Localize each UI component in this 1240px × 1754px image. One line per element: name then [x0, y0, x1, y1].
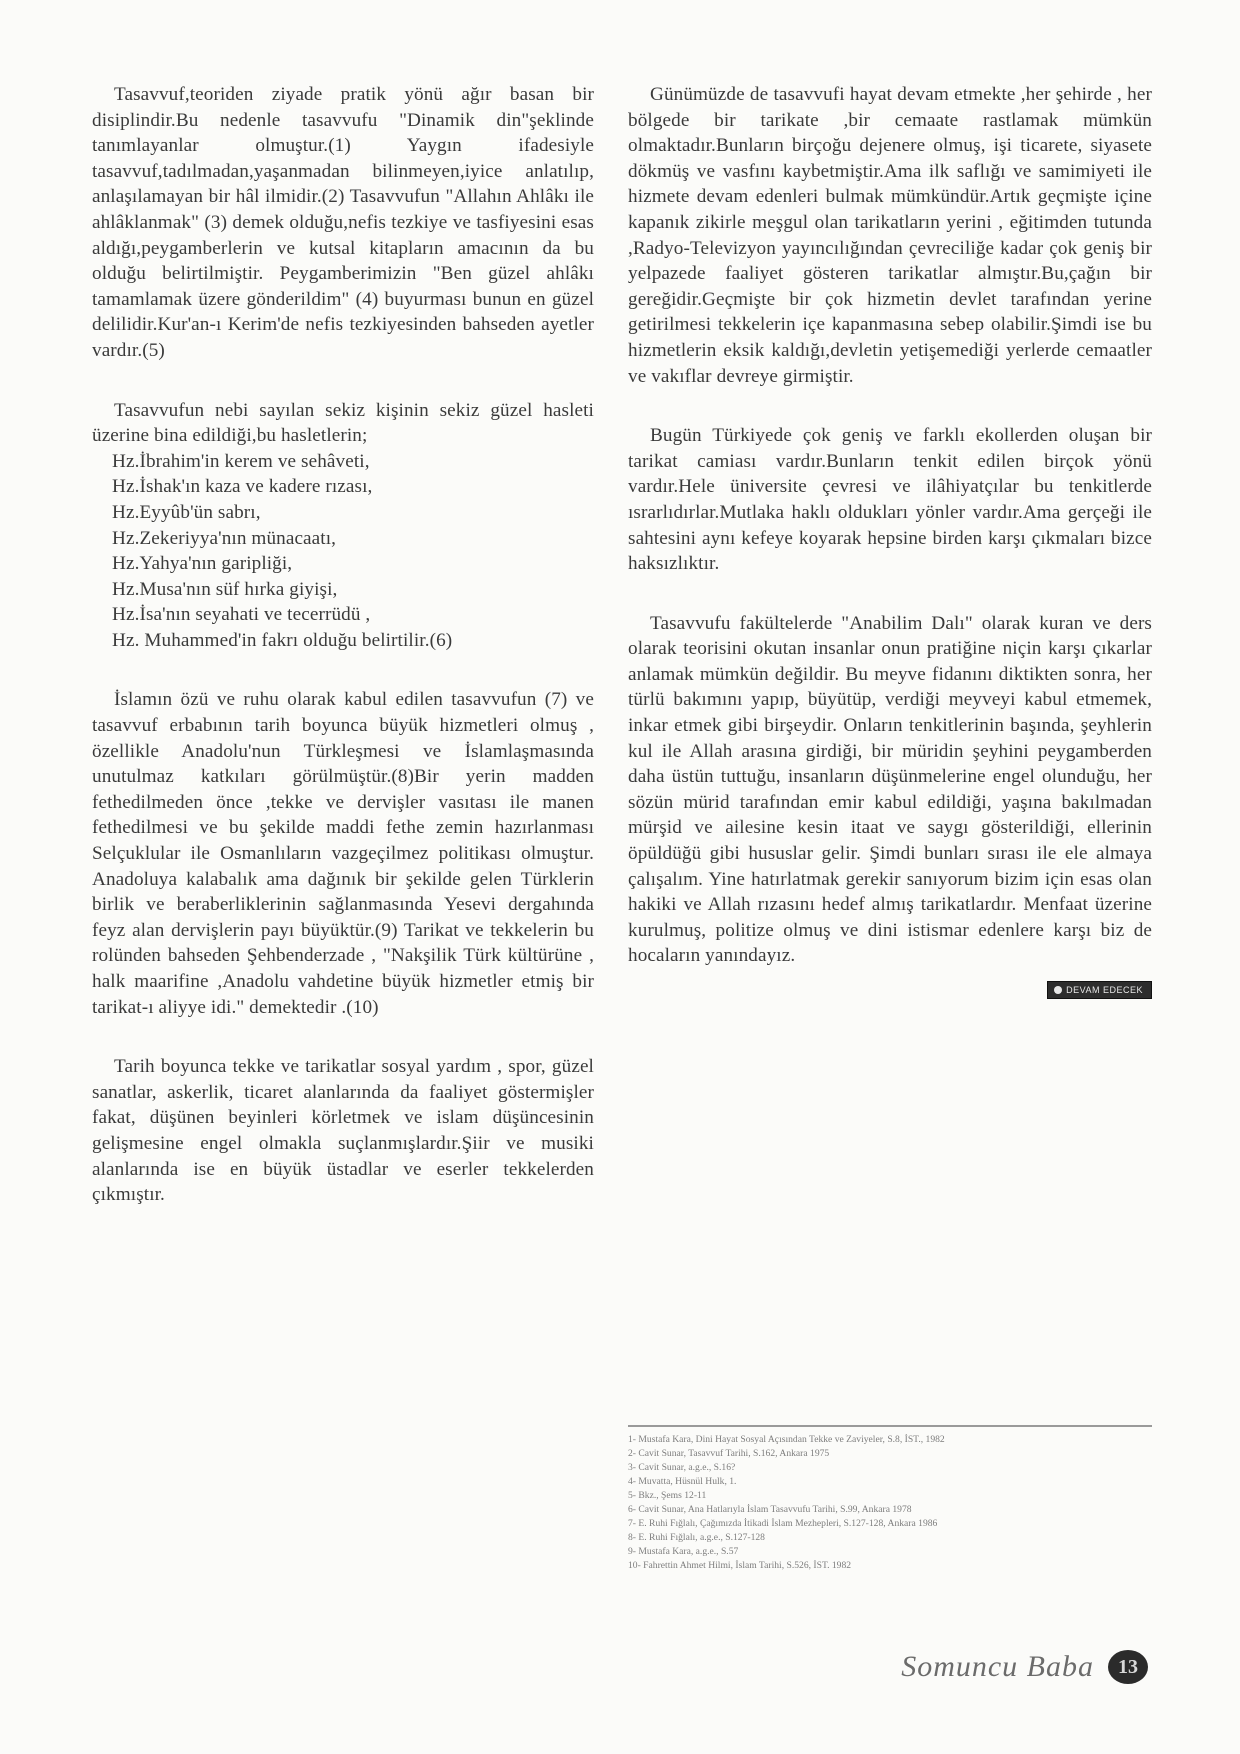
- list-item: Hz.İshak'ın kaza ve kadere rızası,: [112, 476, 373, 498]
- list-item: Hz.Yahya'nın garipliği,: [112, 553, 293, 575]
- footnote: 3- Cavit Sunar, a.g.e., S.16?: [628, 1462, 736, 1473]
- paragraph-virtues-intro: Tasavvufun nebi sayılan sekiz kişinin sekiz güzel hasleti üzerine bina edildiği,bu hasletlerin;: [92, 399, 594, 447]
- footnote: 1- Mustafa Kara, Dini Hayat Sosyal Açısından Tekke ve Zaviyeler, S.8, İST., 1982: [628, 1434, 945, 1445]
- footnote: 5- Bkz., Şems 12-11: [628, 1490, 707, 1501]
- footnotes: [628, 1425, 1152, 1573]
- magazine-name: Somuncu Baba: [901, 1650, 1094, 1683]
- list-item: Hz.İbrahim'in kerem ve sehâveti,: [112, 450, 370, 472]
- paragraph-anatolia-history: İslamın özü ve ruhu olarak kabul edilen tasavvufun (7) ve tasavvuf erbabının tarih boyunca büyük hizmetleri olmuş , özellikle Anadolu'nun Türkleşmesi ve İslamlaşmasında unutulmaz katkıları görülmüştür.(8)Bir yerin madden fethedilmeden önce ,tekke ve dervişler vasıtası ile manen fethedilmesi ve bu şekilde maddi fethe zemin hazırlanması Selçuklular ile Osmanlıların vazgeçilmez politikası olmuştur. Anadoluya kalabalık ama dağınık bir şekilde gelen Türklerin birlik ve beraberliklerinin sağlanmasında Yesevi dergahında feyz alan dervişlerin payı büyüktür.(9) Tarikat ve tekkelerin bu rolünden bahseden Şehbenderzade , "Nakşilik Türk kültürüne , halk maarifine ,Anadolu vahdetine büyük hizmetler etmiş bir tarikat-ı aliyye idi." demektedir .(10): [92, 689, 594, 1018]
- continued-marker: [628, 975, 1152, 995]
- page-number: 13: [1108, 1650, 1148, 1684]
- list-item: Hz.Zekeriyya'nın münacaatı,: [112, 527, 337, 549]
- paragraph-social-activities: Tarih boyunca tekke ve tarikatlar sosyal yardım , spor, güzel sanatlar, askerlik, ticaret alanlarında da faaliyet göstermişler fakat, düşünen beyinleri körletmek ve islam düşüncesinin gelişmesine engel olmakla suçlanmışlardır.Şiir ve musiki alanlarında ise en büyük üstadlar ve eserler tekkelerden çıkmıştır.: [92, 1056, 594, 1206]
- footnote: 7- E. Ruhi Fığlalı, Çağımızda İtikadi İslam Mezhepleri, S.127-128, Ankara 1986: [628, 1518, 938, 1529]
- list-item: Hz.İsa'nın seyahati ve tecerrüdü ,: [112, 604, 371, 626]
- footnote: 2- Cavit Sunar, Tasavvuf Tarihi, S.162, Ankara 1975: [628, 1448, 830, 1459]
- virtues-list: [92, 449, 594, 654]
- footnote: 9- Mustafa Kara, a.g.e., S.57: [628, 1546, 739, 1557]
- left-column: [92, 82, 594, 1242]
- list-item: Hz.Musa'nın süf hırka giyişi,: [112, 578, 338, 600]
- paragraph-criticism: Bugün Türkiyede çok geniş ve farklı ekollerden oluşan bir tarikat camiası vardır.Bunların tenkit edilen birçok yönü vardır.Hele üniversite çevresi ve ilâhiyatçılar bu tenkitlerde ısrarlıdırlar.Mutlaka haklı oldukları yönler vardır.Ama gerçeği ile sahtesini aynı kefeye koyarak hepsine birden karşı çıkmaları bizce haksızlıktır.: [628, 425, 1152, 575]
- paragraph-faculties: Tasavvufu fakültelerde "Anabilim Dalı" olarak kuran ve ders olarak teorisini okutan insanlar onun pratiğine niçin karşı çıkarlar anlamak mümkün değildir. Bu meyve fidanını diktikten sonra, her türlü bakımını yapıp, büyütüp, verdiği meyveyi kabul etmemek, inkar etmek gibi birşeydir. Onların tenkitlerinin başında, şeyhlerin kul ile Allah arasına girdiği, bir müridin şeyhini peygamberden daha üstün tuttuğu, insanların düşünmelerine engel olunduğu, her sözün mürid tarafından emir kabul edildiği, yaşına bakılmadan mürşid ve ailesine kesin itaat ve saygı gösterildiği, ellerinin öpüldüğü gibi hususlar gelir. Şimdi bunları sırası ile ele almaya çalışalım. Yine hatırlatmak gerekir sanıyorum bizim için esas olan hakiki ve Allah rızasını hedef almış tarikatlardır. Menfaat üzerine kurulmuş, politize olmuş ve dini istismar edenlere karşı biz de hocaların yanındayız.: [628, 612, 1152, 967]
- footnote: 10- Fahrettin Ahmet Hilmi, İslam Tarihi, S.526, İST. 1982: [628, 1560, 852, 1571]
- footnote: 6- Cavit Sunar, Ana Hatlarıyla İslam Tasavvufu Tarihi, S.99, Ankara 1978: [628, 1504, 912, 1515]
- footnote: 8- E. Ruhi Fığlalı, a.g.e., S.127-128: [628, 1532, 765, 1543]
- list-item: Hz. Muhammed'in fakrı olduğu belirtilir.(6): [112, 629, 453, 651]
- continued-badge: [1047, 981, 1152, 999]
- list-item: Hz.Eyyûb'ün sabrı,: [112, 501, 261, 523]
- paragraph-tasavvuf-definition: Tasavvuf,teoriden ziyade pratik yönü ağır basan bir disiplindir.Bu nedenle tasavvufu "Dinamik din"şeklinde tanımlayanlar olmuştur.(1) Yaygın ifadesiyle tasavvuf,tadılmadan,yaşanmadan bilinmeyen,iyice anlatılıp, anlaşılamayan bir hâl ilmidir.(2) Tasavvufun "Allahın Ahlâkı ile ahlâklanmak" (3) demek olduğu,nefis tezkiye ve tasfiyesini esas aldığı,peygamberlerin ve kutsal kitapların amacının da bu olduğu belirtilmiştir. Peygamberimizin "Ben güzel ahlâkı tamamlamak üzere gönderildim" (4) buyurması bunun en güzel delilidir.Kur'an-ı Kerim'de nefis tezkiyesinden bahseden ayetler vardır.(5): [92, 84, 594, 361]
- paragraph-today: Günümüzde de tasavvufi hayat devam etmekte ,her şehirde , her bölgede bir tarikate ,bir cemaate rastlamak mümkün olmaktadır.Bunların birçoğu dejenere olmuş, işi ticarete, siyasete dökmüş ve vasfını kaybetmiştir.Ama ilk saflığı ve samimiyeti ile hizmete devam edenleri bulmak mümkündür.Artık geçmişte içine kapanık zikirle meşgul olan tarikatların yerini , eğitimden tutunda ,Radyo-Televizyon yayıncılığından çevreciliğe kadar çok geniş bir yelpazede faaliyet gösteren tarikatlar almıştır.Bu,çağın bir gereğidir.Geçmişte bir çok hizmetin devlet tarafından yerine getirilmesi tekkelerin içe kapanmasına sebep olabilir.Şimdi ise bu hizmetlerin eksik kaldığı,devletin yetişemediği yerlerde cemaatler ve vakıflar devreye girmiştir.: [628, 84, 1152, 387]
- footnote: 4- Muvatta, Hüsnül Hulk, 1.: [628, 1476, 737, 1487]
- bullet-icon: [1054, 986, 1062, 994]
- continued-label: DEVAM EDECEK: [1066, 985, 1143, 995]
- page-footer: [901, 1650, 1148, 1684]
- right-column: [628, 82, 1152, 995]
